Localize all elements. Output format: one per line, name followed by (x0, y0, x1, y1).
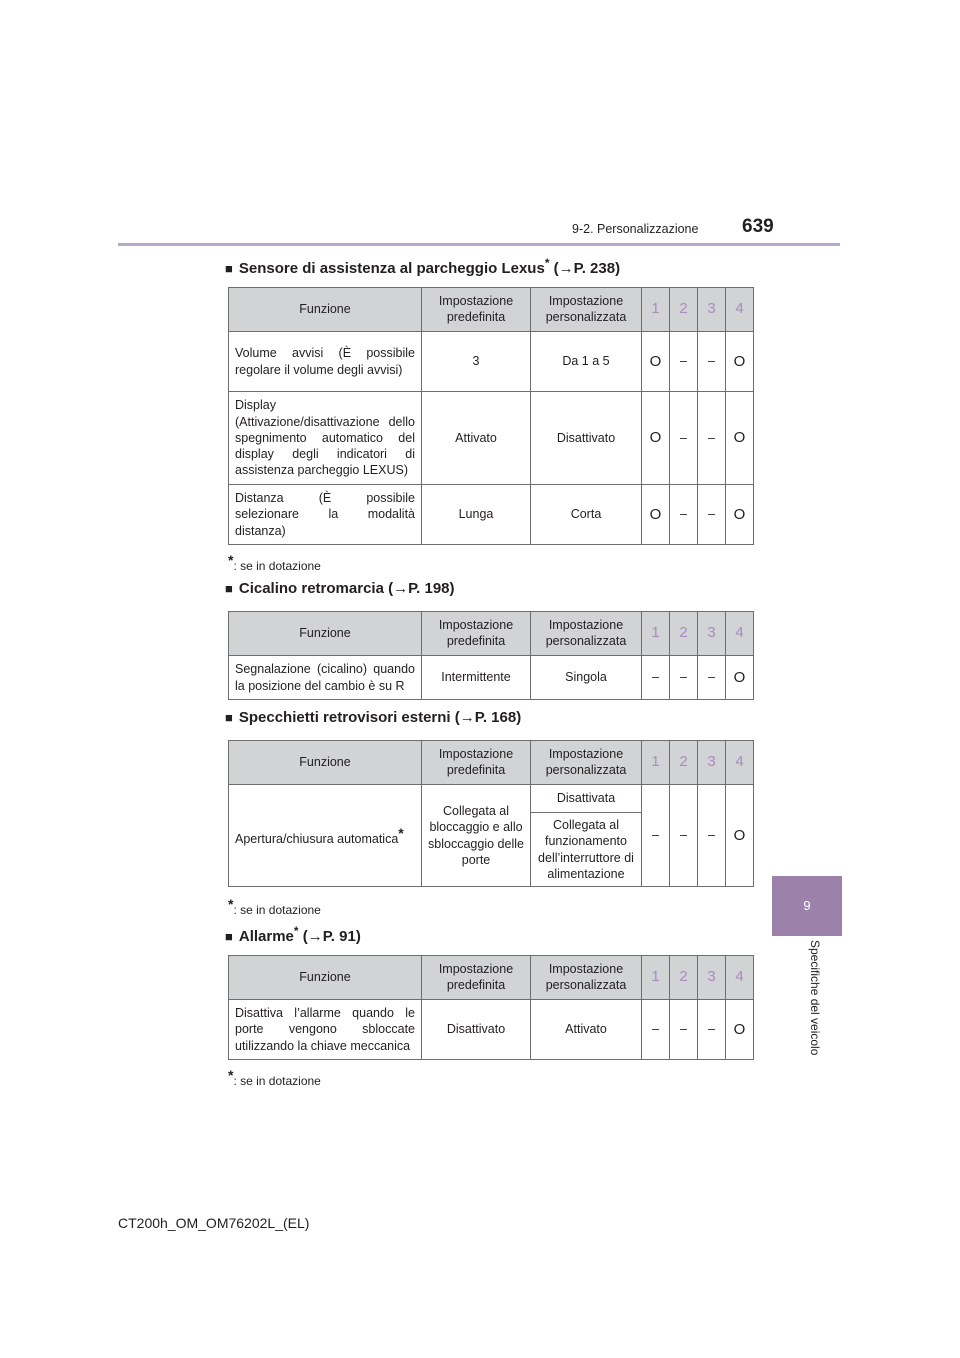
header-rule (118, 243, 840, 246)
col-custom: Impostazione personalizzata (531, 612, 642, 656)
table-row: Apertura/chiusura automatica* Collegata al bloccaggio e allo sbloccaggio delle porte Disattivata – – – O (229, 785, 754, 813)
col-1: 1 (642, 612, 670, 656)
footnote: *: se in dotazione (228, 896, 321, 917)
col-2: 2 (670, 288, 698, 332)
col-default: Impostazione predefinita (422, 612, 531, 656)
col-funzione: Funzione (229, 612, 422, 656)
chapter-tab: 9 (772, 876, 842, 936)
document-code: CT200h_OM_OM76202L_(EL) (118, 1215, 310, 1231)
table-row: Display (Attivazione/disattivazione dello spegnimento automatico del display degli indicatori di assistenza parcheggio LEXUS) Attivato Disattivato O – – O (229, 392, 754, 485)
footnote: *: se in dotazione (228, 1067, 321, 1088)
table-row: Segnalazione (cicalino) quando la posizione del cambio è su R Intermittente Singola – – – O (229, 656, 754, 700)
col-default: Impostazione predefinita (422, 956, 531, 1000)
table-reverse-buzzer (228, 611, 754, 700)
table-row: Disattiva l’allarme quando le porte vengono sbloccate utilizzando la chiave meccanica Disattivato Attivato – – – O (229, 1000, 754, 1060)
col-1: 1 (642, 956, 670, 1000)
col-4: 4 (726, 612, 754, 656)
col-2: 2 (670, 612, 698, 656)
col-1: 1 (642, 741, 670, 785)
square-bullet-icon: ■ (225, 261, 233, 276)
table-row: Volume avvisi (È possibile regolare il volume degli avvisi) 3 Da 1 a 5 O – – O (229, 332, 754, 392)
col-3: 3 (698, 956, 726, 1000)
table-parking-sensor (228, 287, 754, 545)
table-row: Distanza (È possibile selezionare la modalità distanza) Lunga Corta O – – O (229, 485, 754, 545)
col-custom: Impostazione personalizzata (531, 741, 642, 785)
table-alarm (228, 955, 754, 1060)
heading-parking-sensor: ■ Sensore di assistenza al parcheggio Lexus* (→P. 238) (225, 256, 621, 277)
col-4: 4 (726, 741, 754, 785)
square-bullet-icon: ■ (225, 710, 233, 725)
section-title: 9-2. Personalizzazione (572, 222, 699, 236)
col-1: 1 (642, 288, 670, 332)
col-funzione: Funzione (229, 956, 422, 1000)
col-custom: Impostazione personalizzata (531, 956, 642, 1000)
col-2: 2 (670, 956, 698, 1000)
square-bullet-icon: ■ (225, 929, 233, 944)
col-default: Impostazione predefinita (422, 288, 531, 332)
footnote: *: se in dotazione (228, 552, 321, 573)
col-4: 4 (726, 288, 754, 332)
table-mirrors (228, 740, 754, 887)
heading-mirrors: ■ Specchietti retrovisori esterni (→P. 168) (225, 709, 522, 726)
col-2: 2 (670, 741, 698, 785)
table-row: Collegata al funzionamento dell’interruttore di alimentazione (229, 813, 754, 887)
col-funzione: Funzione (229, 741, 422, 785)
col-3: 3 (698, 288, 726, 332)
square-bullet-icon: ■ (225, 581, 233, 596)
col-default: Impostazione predefinita (422, 741, 531, 785)
chapter-label: Specifiche del veicolo (808, 940, 822, 1056)
col-3: 3 (698, 612, 726, 656)
col-funzione: Funzione (229, 288, 422, 332)
col-custom: Impostazione personalizzata (531, 288, 642, 332)
page-number: 639 (742, 216, 774, 237)
col-3: 3 (698, 741, 726, 785)
heading-reverse-buzzer: ■ Cicalino retromarcia (→P. 198) (225, 580, 455, 597)
col-4: 4 (726, 956, 754, 1000)
heading-alarm: ■ Allarme* (→P. 91) (225, 924, 361, 945)
